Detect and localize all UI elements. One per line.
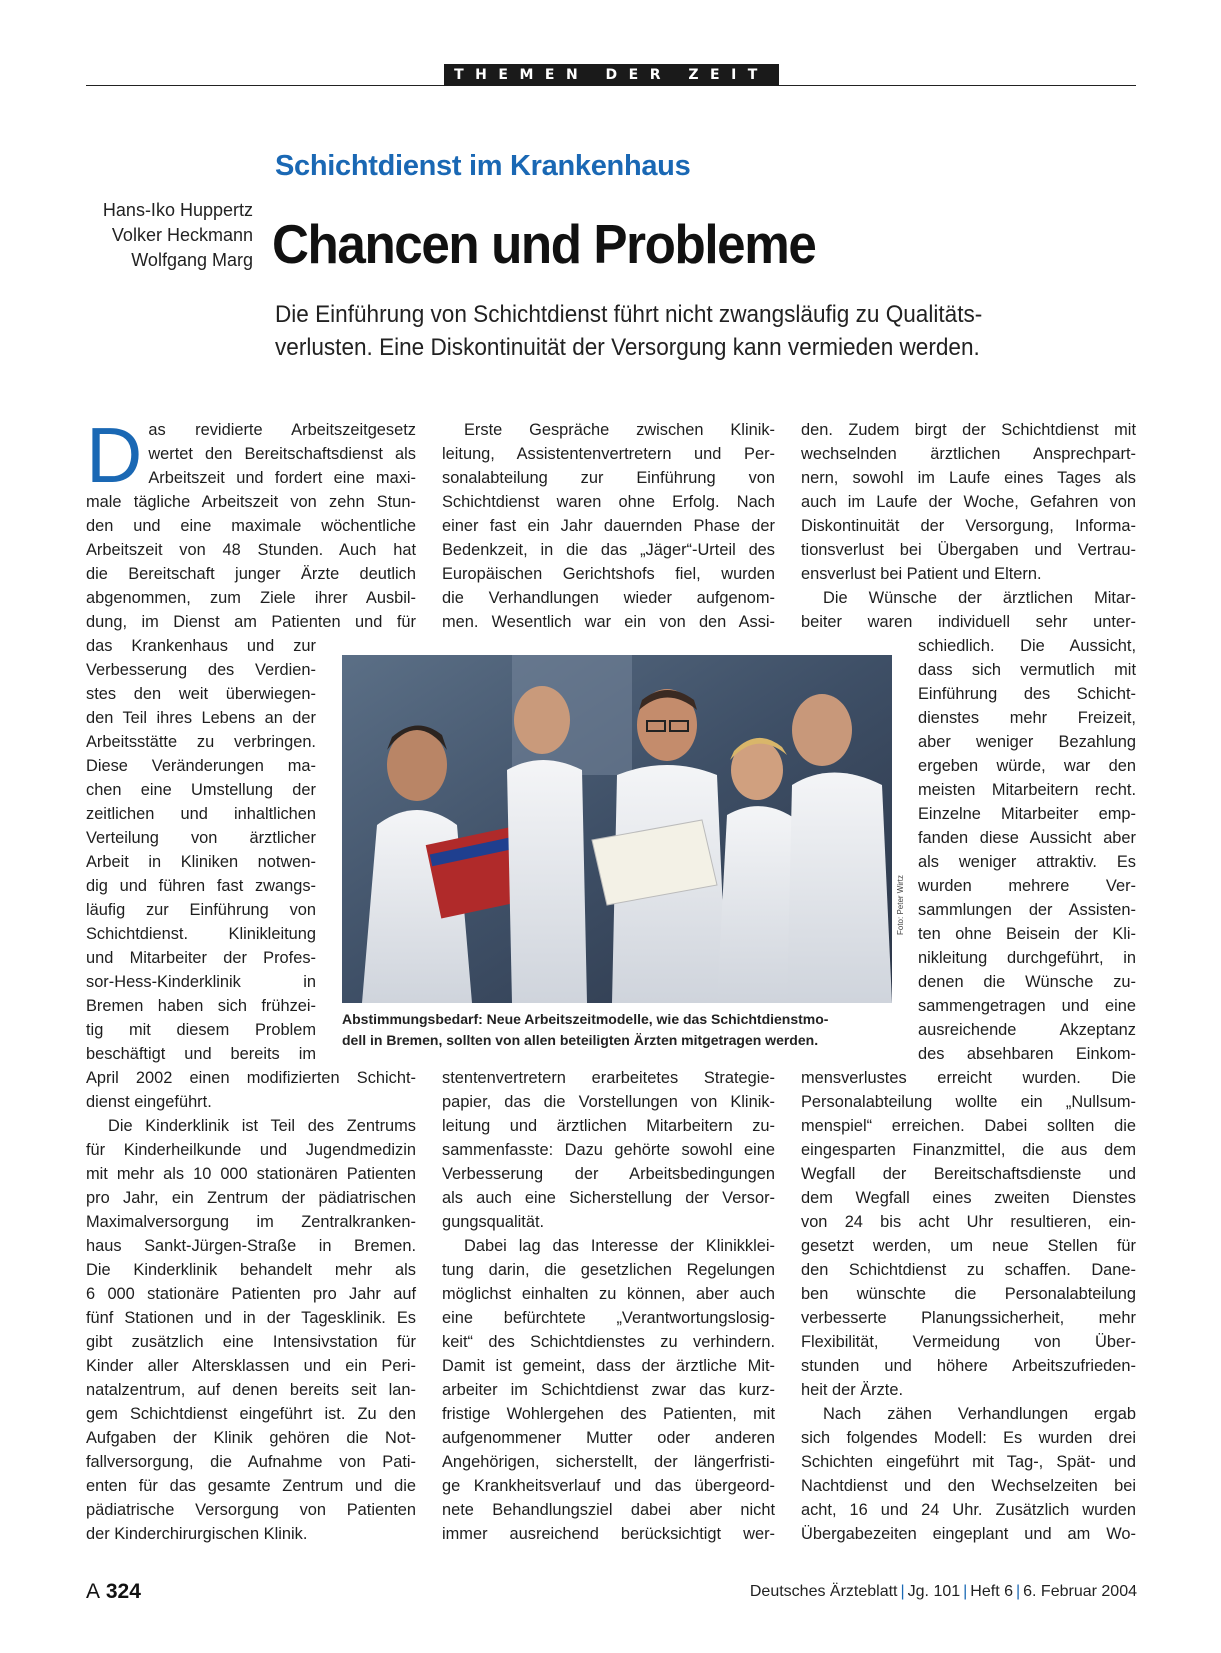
text-line: nern, sowohl im Laufe eines Tages als (801, 469, 1136, 487)
text-line: Maximalversorgung im Zentralkranken- (86, 1213, 416, 1231)
column-1-narrow (86, 634, 316, 1066)
text-line: papier, das die Vorstellungen von Klinik- (442, 1093, 775, 1111)
text-line: ensverlust bei Patient und Eltern. (801, 565, 1042, 583)
text-line: läufig zur Einführung von (86, 901, 316, 919)
text-line: Erste Gespräche zwischen Klinik- (464, 421, 775, 439)
text-line: men. Wesentlich war ein von den Assi- (442, 613, 775, 631)
text-line: abgenommen, zum Ziele ihrer Ausbil- (86, 589, 416, 607)
column-1-top (86, 411, 416, 634)
text-line: tig mit diesem Problem (86, 1021, 316, 1039)
separator: | (900, 1583, 905, 1600)
text-line: fanden diese Aussicht aber (918, 829, 1136, 847)
text-line: möglichst einhalten zu können, aber auch (442, 1285, 775, 1303)
text-line: schiedlich. Die Aussicht, (918, 637, 1136, 655)
text-line: sammlungen der Assisten- (918, 901, 1136, 919)
article-kicker: Schichtdienst im Krankenhaus (275, 150, 691, 182)
lead-line: Die Einführung von Schichtdienst führt nicht zwangsläufig zu Qualitäts- (275, 301, 983, 328)
text-line: Angehörigen, sicherstellt, der längerfristi- (442, 1453, 775, 1471)
text-line: beiter waren individuell sehr unter- (801, 613, 1136, 631)
text-line: Dabei lag das Interesse der Klinikklei- (464, 1237, 775, 1255)
text-line: Diese Veränderungen ma- (86, 757, 316, 775)
column-3-top (801, 418, 1136, 634)
author: Hans-Iko Huppertz (102, 200, 253, 220)
text-line: Damit ist gemeint, dass der ärztliche Mit- (442, 1357, 775, 1375)
text-line: wertet den Bereitschaftsdienst als (148, 445, 416, 463)
text-line: gungsqualität. (442, 1213, 545, 1231)
text-line: ausreichende Akzeptanz (918, 1021, 1136, 1039)
text-line: sich folgendes Modell: Es wurden drei (801, 1429, 1136, 1447)
text-line: Arbeitsstätte zu verbringen. (86, 733, 316, 751)
text-line: denen die Wünsche zu- (918, 973, 1136, 991)
text-line: Europäischen Gerichtshofs fiel, wurden (442, 565, 775, 583)
text-line: Die Kinderklinik ist Teil des Zentrums (108, 1117, 416, 1135)
text-line: Schichtdienst waren ohne Erfolg. Nach (442, 493, 775, 511)
text-line: Einzelne Mitarbeiter emp- (918, 805, 1136, 823)
text-line: male tägliche Arbeitszeit von zehn Stun- (86, 493, 416, 511)
text-line: Nachtdienst und den Wechselzeiten bei (801, 1477, 1136, 1495)
text-line: sammengetragen und eine (918, 997, 1136, 1015)
text-line: gibt zusätzlich eine Intensivstation für (86, 1333, 416, 1351)
text-line: as revidierte Arbeitszeitgesetz (148, 421, 416, 439)
text-line: wurden mehrere Ver- (918, 877, 1136, 895)
article-lead (275, 298, 1093, 364)
text-line: als weniger attraktiv. Es (918, 853, 1136, 871)
text-line: gesetzt werden, um neue Stellen für (801, 1237, 1136, 1255)
text-line: einer fast ein Jahr dauernden Phase der (442, 517, 775, 535)
text-line: die Bereitschaft junger Ärzte deutlich (86, 565, 416, 583)
text-line: immer ausreichend berücksichtigt wer- (442, 1525, 775, 1543)
separator: | (1015, 1583, 1021, 1600)
section-label: THEMEN DER ZEIT (444, 64, 779, 86)
text-line: chen eine Umstellung der (86, 781, 316, 799)
text-line: tionsverlust bei Übergaben und Vertrau- (801, 541, 1136, 559)
text-line: dig und führen fast zwangs- (86, 877, 316, 895)
photo-credit: Foto: Peter Wirtz (896, 874, 905, 935)
text-line: Kinder aller Altersklassen und ein Peri- (86, 1357, 416, 1375)
lead-line: verlusten. Eine Diskontinuität der Versorgung kann vermieden werden. (275, 334, 980, 361)
text-line: Arbeitszeit von 48 Stunden. Auch hat (86, 541, 416, 559)
text-line: von 24 bis acht Uhr resultieren, ein- (801, 1213, 1136, 1231)
text-line: 6 000 stationäre Patienten pro Jahr auf (86, 1285, 416, 1303)
author: Wolfgang Marg (131, 250, 253, 270)
text-line: ten ohne Beisein der Kli- (918, 925, 1136, 943)
text-line: sor-Hess-Kinderklinik in (86, 973, 316, 991)
text-line: die Verhandlungen wieder aufgenom- (442, 589, 775, 607)
text-line: den Teil ihres Lebens an der (86, 709, 316, 727)
column-2-top (442, 418, 775, 634)
text-line: eine befürchtete „Verantwortungslosig- (442, 1309, 775, 1327)
text-line: dung, im Dienst am Patienten und für (86, 613, 416, 631)
journal-reference (750, 1583, 1137, 1601)
column-3-bottom (801, 1066, 1136, 1546)
text-line: tung darin, die gesetzlichen Regelungen (442, 1261, 775, 1279)
column-2-bottom (442, 1066, 775, 1546)
text-line: Verbesserung der Arbeitsbedingungen (442, 1165, 775, 1183)
text-line: Flexibilität, Vermeidung von Über- (801, 1333, 1136, 1351)
text-line: Einführung des Schicht- (918, 685, 1136, 703)
page-number-value: 324 (105, 1580, 141, 1603)
text-line: leitung, Assistentenvertretern und Per- (442, 445, 775, 463)
text-line: Personalabteilung wollte ein „Nullsum- (801, 1093, 1136, 1111)
journal-date: 6. Februar 2004 (1023, 1583, 1137, 1600)
text-line: nete Behandlungsziel dabei aber nicht (442, 1501, 775, 1519)
text-line: April 2002 einen modifizierten Schicht- (86, 1069, 416, 1087)
journal-name: Deutsches Ärzteblatt (749, 1583, 898, 1600)
text-line: Aufgaben der Klinik gehören die Not- (86, 1429, 416, 1447)
text-line: Nach zähen Verhandlungen ergab (823, 1405, 1136, 1423)
text-line: natalzentrum, auf denen bereits seit lan- (86, 1381, 416, 1399)
text-line: keit“ des Schichtdienstes zu verhindern. (442, 1333, 775, 1351)
text-line: acht, 16 und 24 Uhr. Zusätzlich wurden (801, 1501, 1136, 1519)
text-line: ge Krankheitsverlauf und das übergeord- (442, 1477, 775, 1495)
drop-cap: D (86, 411, 143, 499)
text-line: dass sich vermutlich mit (918, 661, 1136, 679)
text-line: Bremen haben sich frühzei- (86, 997, 316, 1015)
text-line: Schichten eingeführt mit Tag-, Spät- und (801, 1453, 1136, 1471)
text-line: Wegfall der Bereitschaftsdienste und (801, 1165, 1136, 1183)
caption-line: dell in Bremen, sollten von allen beteiligten Ärzten mitgetragen werden. (342, 1032, 819, 1048)
text-line: Bedenkzeit, in die das „Jäger“-Urteil des (442, 541, 775, 559)
text-line: fünf Stationen und in der Tagesklinik. Es (86, 1309, 416, 1327)
text-line: aufgenommener Mutter oder anderen (442, 1429, 775, 1447)
text-line: für Kinderheilkunde und Jugendmedizin (86, 1141, 416, 1159)
text-line: aber weniger Bezahlung (918, 733, 1136, 751)
text-line: sonalabteilung zur Einführung von (442, 469, 775, 487)
text-line: menspiel“ erreichen. Dabei sollten die (801, 1117, 1136, 1135)
text-line: beschäftigt und bereits im (86, 1045, 316, 1063)
column-1-bottom (86, 1066, 416, 1546)
text-line: wechselnden ärztlichen Ansprechpart- (801, 445, 1136, 463)
separator: | (963, 1583, 968, 1600)
text-line: dem Wegfall eines zweiten Dienstes (801, 1189, 1136, 1207)
text-line: pro Jahr, ein Zentrum der pädiatrischen (86, 1189, 416, 1207)
text-line: mit mehr als 10 000 stationären Patienten (86, 1165, 416, 1183)
text-line: zeitlichen und inhaltlichen (86, 805, 316, 823)
text-line: Schichtdienst. Klinikleitung (86, 925, 316, 943)
text-line: fallversorgung, die Aufnahme von Pati- (86, 1453, 416, 1471)
text-line: Die Wünsche der ärztlichen Mitar- (823, 589, 1136, 607)
text-line: als auch eine Sicherstellung der Versor- (442, 1189, 775, 1207)
caption-line: Abstimmungsbedarf: Neue Arbeitszeitmodelle, wie das Schichtdienstmo- (342, 1011, 829, 1027)
text-line: den und eine maximale wöchentliche (86, 517, 416, 535)
text-line: fristige Wohlergehen des Patienten, mit (442, 1405, 775, 1423)
text-line: ben wünschte die Personalabteilung (801, 1285, 1136, 1303)
text-line: enten für das gesamte Zentrum und die (86, 1477, 416, 1495)
page-prefix: A (86, 1580, 101, 1603)
text-line: den. Zudem birgt der Schichtdienst mit (801, 421, 1136, 439)
text-line: haus Sankt-Jürgen-Straße in Bremen. (86, 1237, 416, 1255)
text-line: sammenfasste: Dazu gehörte sowohl eine (442, 1141, 775, 1159)
text-line: leitung und ärztlichen Mitarbeitern zu- (442, 1117, 775, 1135)
text-line: verbesserte Planungssicherheit, mehr (801, 1309, 1136, 1327)
author: Volker Heckmann (111, 225, 253, 245)
text-line: das Krankenhaus und zur (86, 637, 316, 655)
photo-caption (342, 1009, 902, 1051)
text-line: Verbesserung des Verdien- (86, 661, 316, 679)
page-number (86, 1580, 141, 1604)
text-line: und Mitarbeiter der Profes- (86, 949, 316, 967)
article-photo (342, 655, 892, 1003)
text-line: gem Schichtdienst eingeführt ist. Zu den (86, 1405, 416, 1423)
text-line: der Kinderchirurgischen Klinik. (86, 1525, 308, 1543)
text-line: pädiatrische Versorgung von Patienten (86, 1501, 416, 1519)
journal-issue: Heft 6 (970, 1583, 1013, 1600)
text-line: heit der Ärzte. (801, 1381, 904, 1399)
text-line: Arbeit in Kliniken notwen- (86, 853, 316, 871)
text-line: des absehbaren Einkom- (918, 1045, 1136, 1063)
text-line: mensverlustes erreicht wurden. Die (801, 1069, 1136, 1087)
article-title: Chancen und Probleme (272, 213, 816, 275)
journal-volume: Jg. 101 (907, 1583, 961, 1600)
text-line: stes den weit überwiegen- (86, 685, 316, 703)
text-line: Diskontinuität der Versorgung, Informa- (801, 517, 1136, 535)
column-3-narrow (918, 634, 1136, 1066)
text-line: Die Kinderklinik behandelt mehr als (86, 1261, 416, 1279)
author-list (103, 198, 253, 273)
text-line: auch im Laufe der Woche, Gefahren von (801, 493, 1136, 511)
text-line: stentenvertretern erarbeitetes Strategie- (442, 1069, 775, 1087)
text-line: den Schichtdienst zu schaffen. Dane- (801, 1261, 1136, 1279)
text-line: Verteilung von ärztlicher (86, 829, 316, 847)
text-line: arbeiter im Schichtdienst zwar das kurz- (442, 1381, 775, 1399)
text-line: ergeben würde, war den (918, 757, 1136, 775)
text-line: dienstes mehr Freizeit, (918, 709, 1136, 727)
text-line: eingesparten Finanzmittel, die aus dem (801, 1141, 1136, 1159)
text-line: dienst eingeführt. (86, 1093, 212, 1111)
text-line: nikleitung durchgeführt, in (918, 949, 1136, 967)
text-line: stunden und höhere Arbeitszufrieden- (801, 1357, 1136, 1375)
text-line: Übergabezeiten eingeplant und am Wo- (801, 1525, 1136, 1543)
text-line: meisten Mitarbeitern recht. (918, 781, 1136, 799)
text-line: Arbeitszeit und fordert eine maxi- (148, 469, 416, 487)
